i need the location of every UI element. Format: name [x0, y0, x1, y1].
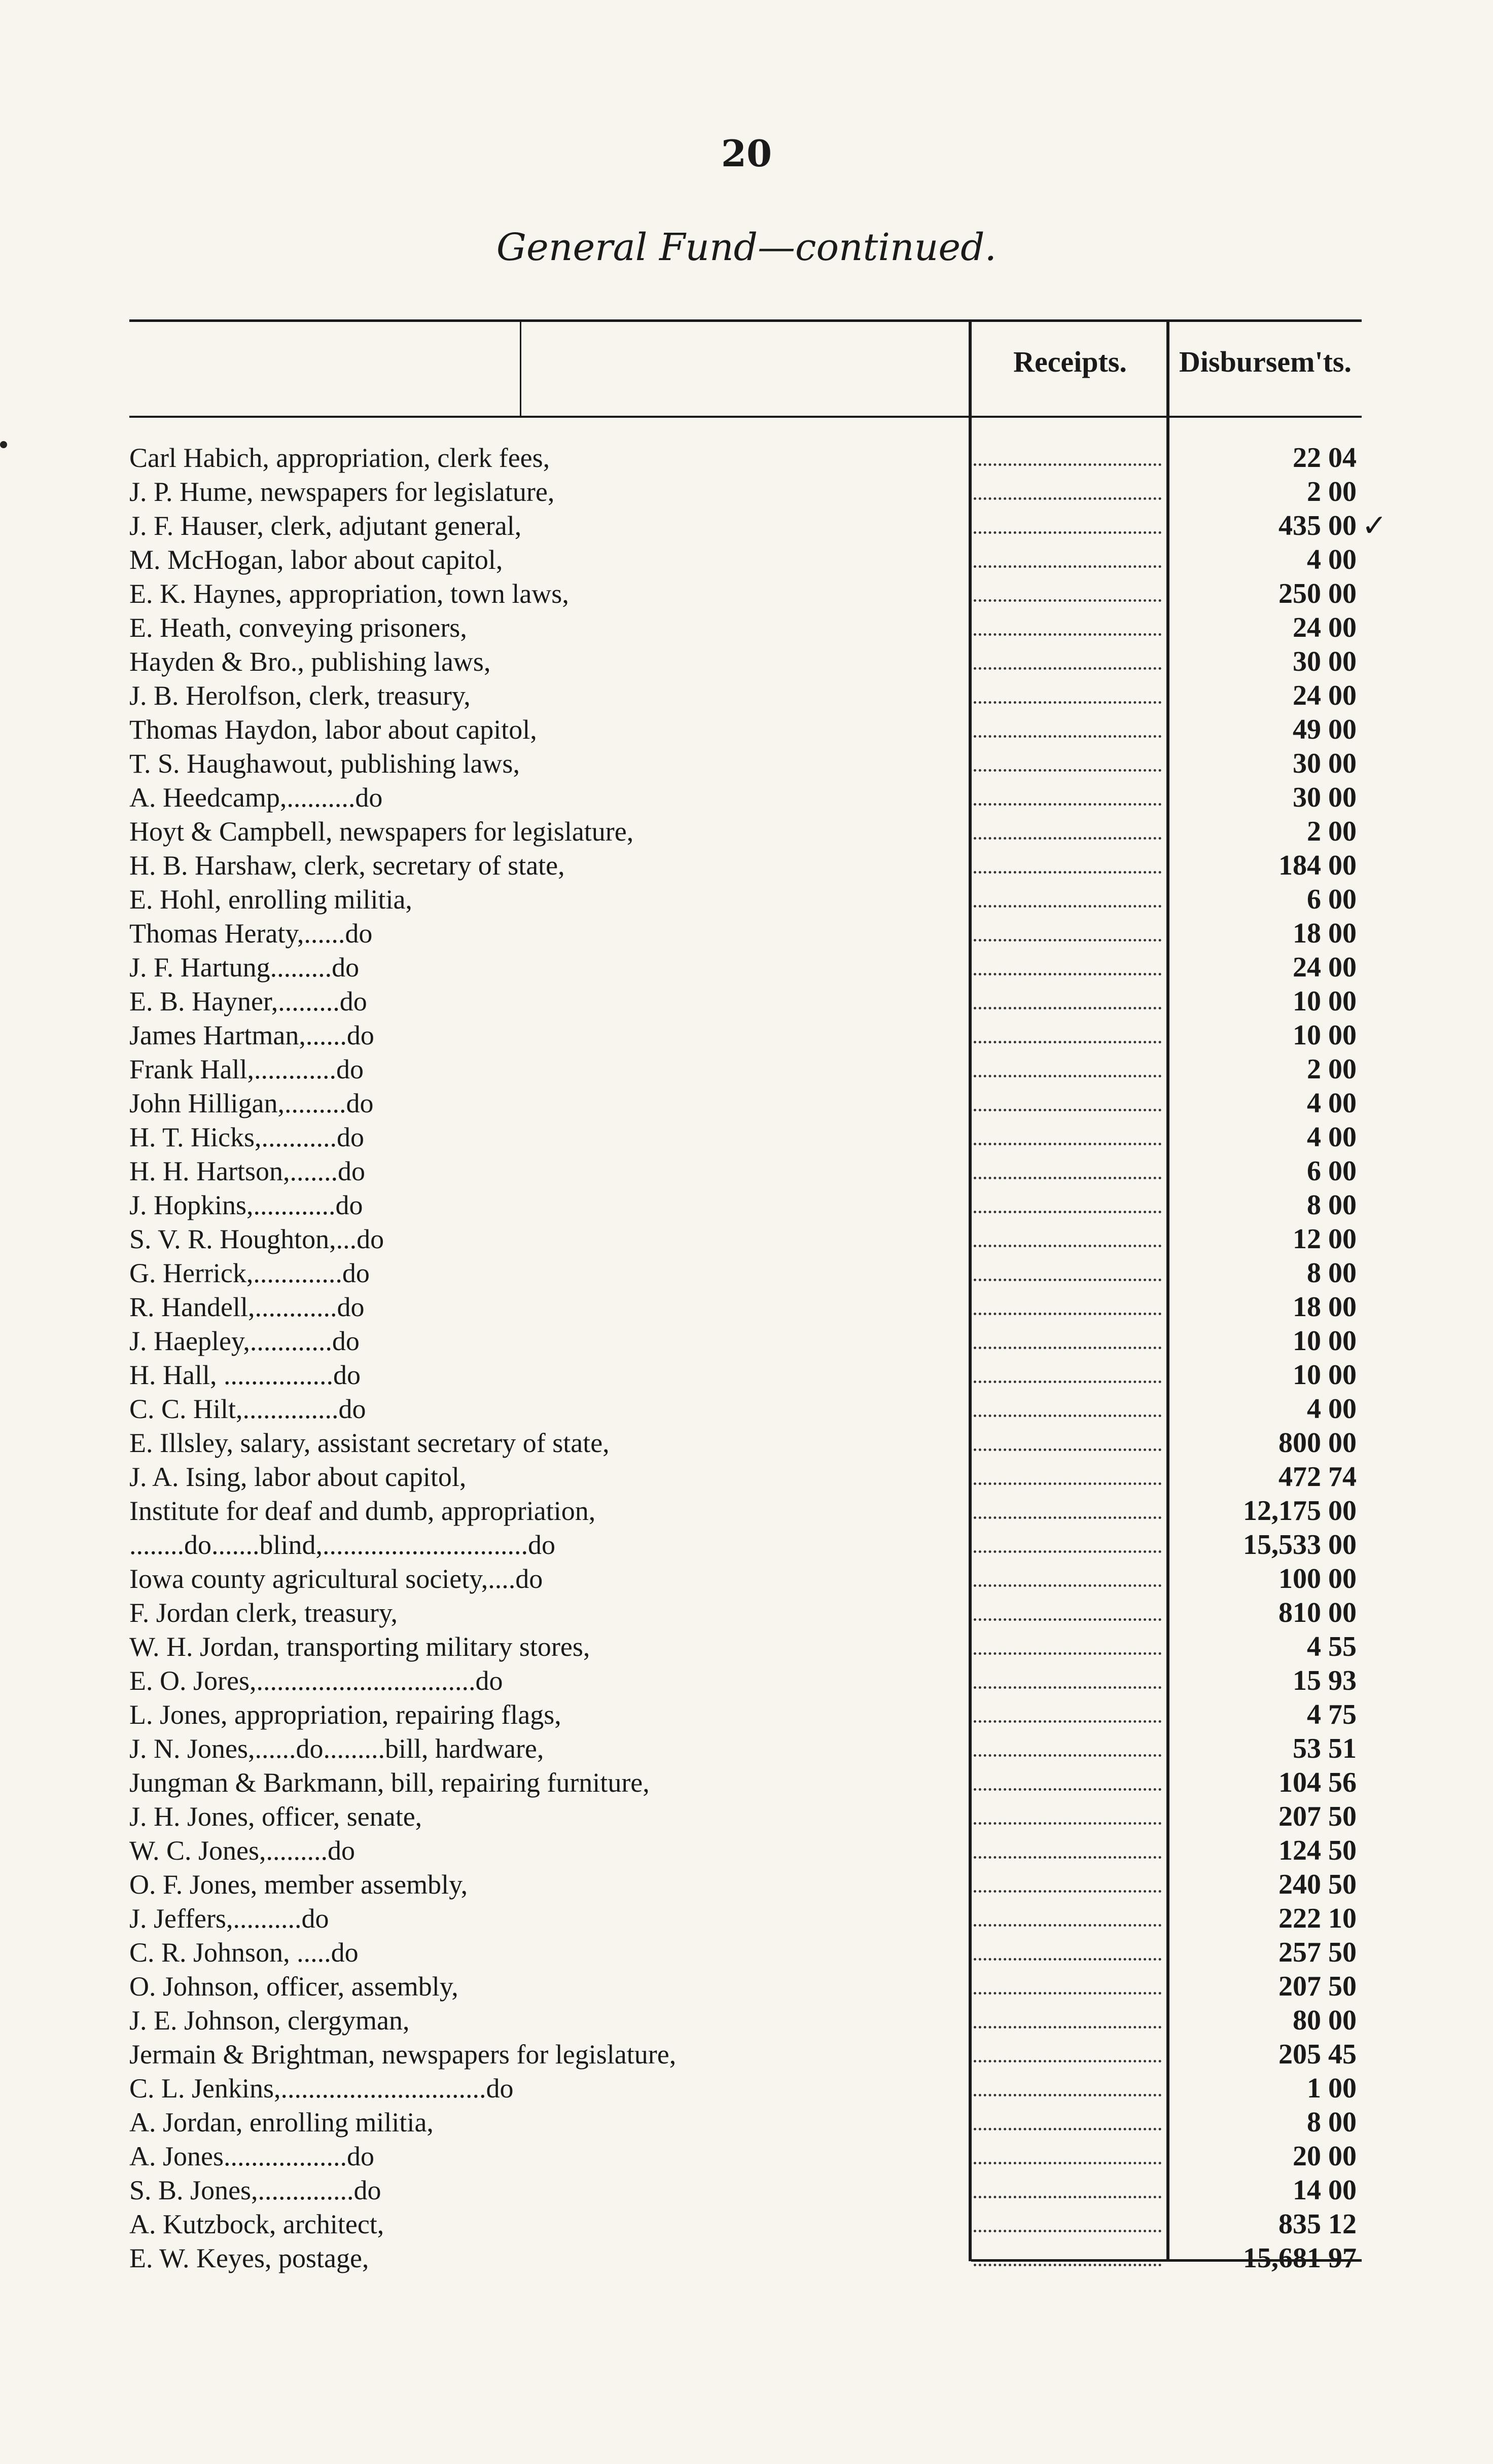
- receipts-cell: [974, 1007, 1161, 1009]
- table-row: [129, 475, 1362, 509]
- payee-description: J. F. Hartung.........do: [129, 952, 360, 983]
- receipts-cell: [974, 497, 1161, 500]
- receipts-cell: [974, 837, 1161, 840]
- receipts-cell: [974, 803, 1161, 806]
- disbursement-amount: 4 55: [1307, 1631, 1357, 1662]
- table-row: [129, 1766, 1362, 1800]
- payee-description: J. A. Ising, labor about capitol,: [129, 1462, 467, 1492]
- receipts-cell: [974, 973, 1161, 975]
- table-row: [129, 1698, 1362, 1732]
- receipts-cell: [974, 1924, 1161, 1927]
- disbursement-amount: 240 50: [1278, 1869, 1357, 1900]
- receipts-cell: [974, 1686, 1161, 1689]
- receipts-cell: [974, 1890, 1161, 1893]
- payee-description: J. Hopkins,............do: [129, 1190, 363, 1220]
- payee-description: W. H. Jordan, transporting military stores,: [129, 1632, 590, 1662]
- table-row: [129, 1053, 1362, 1086]
- table-row: [129, 1120, 1362, 1154]
- disbursement-amount: 810 00: [1278, 1597, 1357, 1628]
- receipts-cell: [974, 2094, 1161, 2096]
- table-row: [129, 679, 1362, 713]
- table-row: [129, 2038, 1362, 2072]
- table-row: [129, 2241, 1362, 2275]
- receipts-cell: [974, 1245, 1161, 1247]
- payee-description: A. Jordan, enrolling militia,: [129, 2107, 434, 2137]
- receipts-cell: [974, 531, 1161, 534]
- disbursement-amount: 30 00: [1293, 748, 1357, 779]
- payee-description: Institute for deaf and dumb, appropriation,: [129, 1496, 596, 1526]
- payee-description: S. B. Jones,..............do: [129, 2175, 381, 2205]
- payee-description: C. R. Johnson, .....do: [129, 1937, 359, 1968]
- payee-description: J. H. Jones, officer, senate,: [129, 1801, 422, 1832]
- disbursement-amount: 8 00: [1307, 1189, 1357, 1221]
- table-row: [129, 577, 1362, 611]
- check-mark: ✓: [1362, 508, 1388, 543]
- payee-description: H. H. Hartson,.......do: [129, 1156, 365, 1186]
- table-row: [129, 849, 1362, 883]
- receipts-cell: [974, 633, 1161, 636]
- disbursement-amount: 80 00: [1293, 2005, 1357, 2036]
- edge-mark: [0, 441, 7, 448]
- payee-description: John Hilligan,.........do: [129, 1088, 374, 1118]
- disbursement-amount: 8 00: [1307, 2107, 1357, 2138]
- table-row: [129, 2072, 1362, 2106]
- table-row: [129, 1902, 1362, 1936]
- receipts-cell: [974, 1550, 1161, 1553]
- disbursement-amount: 1 00: [1307, 2073, 1357, 2104]
- table-row: [129, 1664, 1362, 1698]
- table-row: [129, 2106, 1362, 2140]
- receipts-cell: [974, 599, 1161, 602]
- disbursement-amount: 8 00: [1307, 1257, 1357, 1289]
- page-number: 20: [721, 132, 772, 175]
- disbursement-amount: 10 00: [1293, 1325, 1357, 1357]
- disbursement-amount: 10 00: [1293, 1020, 1357, 1051]
- receipts-cell: [974, 1992, 1161, 1995]
- disbursement-amount: 835 12: [1278, 2208, 1357, 2240]
- table-row: [129, 1358, 1362, 1392]
- payee-description: M. McHogan, labor about capitol,: [129, 545, 503, 575]
- receipts-cell: [974, 1516, 1161, 1519]
- disbursement-amount: 435 00: [1278, 510, 1357, 541]
- payee-description: Hoyt & Campbell, newspapers for legislature,: [129, 816, 634, 847]
- receipts-cell: [974, 1584, 1161, 1587]
- payee-description: E. Illsley, salary, assistant secretary of state,: [129, 1428, 610, 1458]
- receipts-cell: [974, 1313, 1161, 1315]
- disbursement-amount: 2 00: [1307, 816, 1357, 847]
- disbursement-amount: 4 00: [1307, 1393, 1357, 1425]
- table-row: [129, 1222, 1362, 1256]
- receipts-cell: [974, 1754, 1161, 1757]
- table-row: [129, 1256, 1362, 1290]
- disbursement-amount: 4 00: [1307, 544, 1357, 575]
- payee-description: ........do.......blind,..............................do: [129, 1530, 556, 1560]
- table-row: [129, 611, 1362, 645]
- disbursement-amount: 6 00: [1307, 884, 1357, 915]
- table-row: [129, 985, 1362, 1019]
- receipts-cell: [974, 1279, 1161, 1281]
- table-row: [129, 543, 1362, 577]
- table-top-rule: [129, 319, 1362, 322]
- disbursement-amount: 24 00: [1293, 612, 1357, 643]
- receipts-cell: [974, 2060, 1161, 2062]
- disbursement-amount: 207 50: [1278, 1971, 1357, 2002]
- table-row: [129, 2140, 1362, 2173]
- payee-description: E. O. Jores,................................do: [129, 1665, 503, 1696]
- receipts-cell: [974, 2196, 1161, 2198]
- disbursement-amount: 24 00: [1293, 680, 1357, 711]
- table-row: [129, 1562, 1362, 1596]
- payee-description: O. F. Jones, member assembly,: [129, 1869, 468, 1900]
- payee-description: A. Heedcamp,..........do: [129, 782, 383, 813]
- payee-description: James Hartman,......do: [129, 1020, 374, 1050]
- receipts-cell: [974, 2026, 1161, 2028]
- payee-description: J. E. Johnson, clergyman,: [129, 2005, 410, 2036]
- payee-description: A. Kutzbock, architect,: [129, 2209, 384, 2239]
- payee-description: J. B. Herolfson, clerk, treasury,: [129, 680, 471, 711]
- payee-description: S. V. R. Houghton,...do: [129, 1224, 384, 1254]
- table-row: [129, 1630, 1362, 1664]
- disbursement-amount: 6 00: [1307, 1155, 1357, 1187]
- receipts-cell: [974, 769, 1161, 772]
- disbursement-amount: 20 00: [1293, 2141, 1357, 2172]
- disbursement-amount: 4 00: [1307, 1088, 1357, 1119]
- disbursement-amount: 472 74: [1278, 1461, 1357, 1493]
- disbursement-amount: 49 00: [1293, 714, 1357, 745]
- receipts-cell: [974, 1177, 1161, 1179]
- table-row: [129, 1290, 1362, 1324]
- disbursement-amount: 2 00: [1307, 476, 1357, 508]
- table-row: [129, 917, 1362, 951]
- receipts-cell: [974, 1109, 1161, 1111]
- ledger-table: [129, 319, 1388, 2274]
- table-row: [129, 1154, 1362, 1188]
- disbursements-header: Disbursem'ts.: [1179, 345, 1352, 378]
- table-row: [129, 1494, 1362, 1528]
- table-row: [129, 2207, 1362, 2241]
- receipts-cell: [974, 1482, 1161, 1485]
- receipts-cell: [974, 1856, 1161, 1859]
- payee-description: G. Herrick,.............do: [129, 1258, 370, 1288]
- receipts-cell: [974, 1822, 1161, 1825]
- receipts-cell: [974, 1958, 1161, 1961]
- receipts-cell: [974, 1143, 1161, 1145]
- payee-description: J. Jeffers,..........do: [129, 1903, 329, 1934]
- payee-description: O. Johnson, officer, assembly,: [129, 1971, 458, 2002]
- disbursement-amount: 12 00: [1293, 1223, 1357, 1255]
- receipts-cell: [974, 1211, 1161, 1213]
- table-row: [129, 1868, 1362, 1902]
- receipts-cell: [974, 1347, 1161, 1349]
- disbursement-amount: 24 00: [1293, 952, 1357, 983]
- receipts-cell: [974, 1720, 1161, 1723]
- table-row: [129, 2004, 1362, 2038]
- receipts-cell: [974, 1652, 1161, 1655]
- table-row: [129, 1970, 1362, 2004]
- table-row: [129, 645, 1362, 679]
- receipts-header: Receipts.: [1013, 345, 1127, 378]
- disbursement-amount: 10 00: [1293, 986, 1357, 1017]
- payee-description: E. W. Keyes, postage,: [129, 2243, 369, 2273]
- receipts-cell: [974, 2162, 1161, 2164]
- receipts-cell: [974, 463, 1161, 466]
- payee-description: E. B. Hayner,.........do: [129, 986, 367, 1017]
- disbursement-amount: 250 00: [1278, 578, 1357, 609]
- disbursement-amount: 104 56: [1278, 1767, 1357, 1798]
- table-row: [129, 1800, 1362, 1834]
- payee-description: W. C. Jones,.........do: [129, 1835, 356, 1866]
- payee-description: Carl Habich, appropriation, clerk fees,: [129, 443, 550, 473]
- disbursement-amount: 4 75: [1307, 1699, 1357, 1730]
- receipts-cell: [974, 1788, 1161, 1791]
- payee-description: J. F. Hauser, clerk, adjutant general,: [129, 511, 522, 541]
- payee-description: Frank Hall,............do: [129, 1054, 364, 1084]
- disbursement-amount: 100 00: [1278, 1563, 1357, 1595]
- payee-description: A. Jones..................do: [129, 2141, 374, 2171]
- receipts-cell: [974, 871, 1161, 874]
- disbursement-amount: 207 50: [1278, 1801, 1357, 1832]
- payee-description: Thomas Haydon, labor about capitol,: [129, 714, 537, 745]
- disbursement-amount: 2 00: [1307, 1054, 1357, 1085]
- disbursement-amount: 30 00: [1293, 646, 1357, 677]
- payee-description: L. Jones, appropriation, repairing flags,: [129, 1699, 561, 1730]
- payee-description: Jungman & Barkmann, bill, repairing furniture,: [129, 1767, 650, 1798]
- payee-description: J. Haepley,............do: [129, 1326, 360, 1356]
- receipts-cell: [974, 939, 1161, 941]
- disbursement-amount: 10 00: [1293, 1359, 1357, 1391]
- disbursement-amount: 4 00: [1307, 1121, 1357, 1153]
- table-row: [129, 1732, 1362, 1766]
- receipts-cell: [974, 1618, 1161, 1621]
- receipts-cell: [974, 1448, 1161, 1451]
- table-row: [129, 951, 1362, 985]
- table-row: [129, 747, 1362, 781]
- disbursement-amount: 800 00: [1278, 1427, 1357, 1459]
- disbursement-amount: 30 00: [1293, 782, 1357, 813]
- ledger-rows: [129, 441, 1388, 2275]
- disbursement-amount: 222 10: [1278, 1903, 1357, 1934]
- receipts-cell: [974, 905, 1161, 908]
- table-row: [129, 1188, 1362, 1222]
- disbursement-amount: 12,175 00: [1243, 1495, 1357, 1527]
- payee-description: C. L. Jenkins,..............................do: [129, 2073, 514, 2104]
- disbursement-amount: 14 00: [1293, 2175, 1357, 2206]
- disbursement-amount: 53 51: [1293, 1733, 1357, 1764]
- table-row: [129, 883, 1362, 917]
- payee-description: R. Handell,............do: [129, 1292, 365, 1322]
- table-row: [129, 1086, 1362, 1120]
- receipts-cell: [974, 667, 1161, 670]
- payee-description: Thomas Heraty,......do: [129, 918, 373, 949]
- disbursement-amount: 15,533 00: [1243, 1529, 1357, 1561]
- table-row: [129, 713, 1362, 747]
- disbursement-amount: 18 00: [1293, 918, 1357, 949]
- table-row: [129, 1936, 1362, 1970]
- table-row: [129, 1392, 1362, 1426]
- table-row: [129, 1324, 1362, 1358]
- receipts-cell: [974, 1381, 1161, 1383]
- table-row: [129, 1019, 1362, 1053]
- page-title: General Fund—continued.: [496, 226, 997, 269]
- table-row: [129, 508, 1388, 543]
- disbursement-amount: 184 00: [1278, 850, 1357, 881]
- payee-description: T. S. Haughawout, publishing laws,: [129, 748, 520, 779]
- disbursement-amount: 124 50: [1278, 1835, 1357, 1866]
- payee-description: E. Hohl, enrolling militia,: [129, 884, 412, 915]
- payee-description: J. P. Hume, newspapers for legislature,: [129, 477, 555, 507]
- table-row: [129, 1596, 1362, 1630]
- payee-description: Iowa county agricultural society,....do: [129, 1564, 543, 1594]
- receipts-cell: [974, 2128, 1161, 2130]
- table-row: [129, 1834, 1362, 1868]
- payee-description: C. C. Hilt,..............do: [129, 1394, 366, 1424]
- payee-description: J. N. Jones,......do.........bill, hardware,: [129, 1733, 544, 1764]
- receipts-cell: [974, 565, 1161, 568]
- table-row: [129, 1460, 1362, 1494]
- disbursement-amount: 18 00: [1293, 1291, 1357, 1323]
- payee-description: H. Hall, ................do: [129, 1360, 361, 1390]
- receipts-cell: [974, 1415, 1161, 1417]
- table-row: [129, 815, 1362, 849]
- receipts-cell: [974, 735, 1161, 738]
- table-row: [129, 1426, 1362, 1460]
- payee-description: Jermain & Brightman, newspapers for legislature,: [129, 2039, 677, 2070]
- receipts-cell: [974, 701, 1161, 704]
- disbursement-amount: 15 93: [1293, 1665, 1357, 1696]
- description-column-rule: [520, 319, 521, 416]
- receipts-cell: [974, 2230, 1161, 2232]
- payee-description: H. B. Harshaw, clerk, secretary of state,: [129, 850, 565, 881]
- payee-description: E. Heath, conveying prisoners,: [129, 612, 467, 643]
- disbursement-amount: 205 45: [1278, 2039, 1357, 2070]
- table-header-rule: [129, 416, 1362, 418]
- payee-description: E. K. Haynes, appropriation, town laws,: [129, 578, 569, 609]
- disbursement-amount: 257 50: [1278, 1937, 1357, 1968]
- payee-description: H. T. Hicks,...........do: [129, 1122, 364, 1152]
- receipts-cell: [974, 1041, 1161, 1043]
- table-row: [129, 2173, 1362, 2207]
- payee-description: Hayden & Bro., publishing laws,: [129, 646, 491, 677]
- table-row: [129, 441, 1362, 475]
- receipts-cell: [974, 2264, 1161, 2266]
- receipts-cell: [974, 1075, 1161, 1077]
- payee-description: F. Jordan clerk, treasury,: [129, 1598, 398, 1628]
- disbursement-amount: 22 04: [1293, 442, 1357, 474]
- table-row: [129, 1528, 1362, 1562]
- table-row: [129, 781, 1362, 815]
- disbursement-amount: 15,681 97: [1243, 2242, 1357, 2274]
